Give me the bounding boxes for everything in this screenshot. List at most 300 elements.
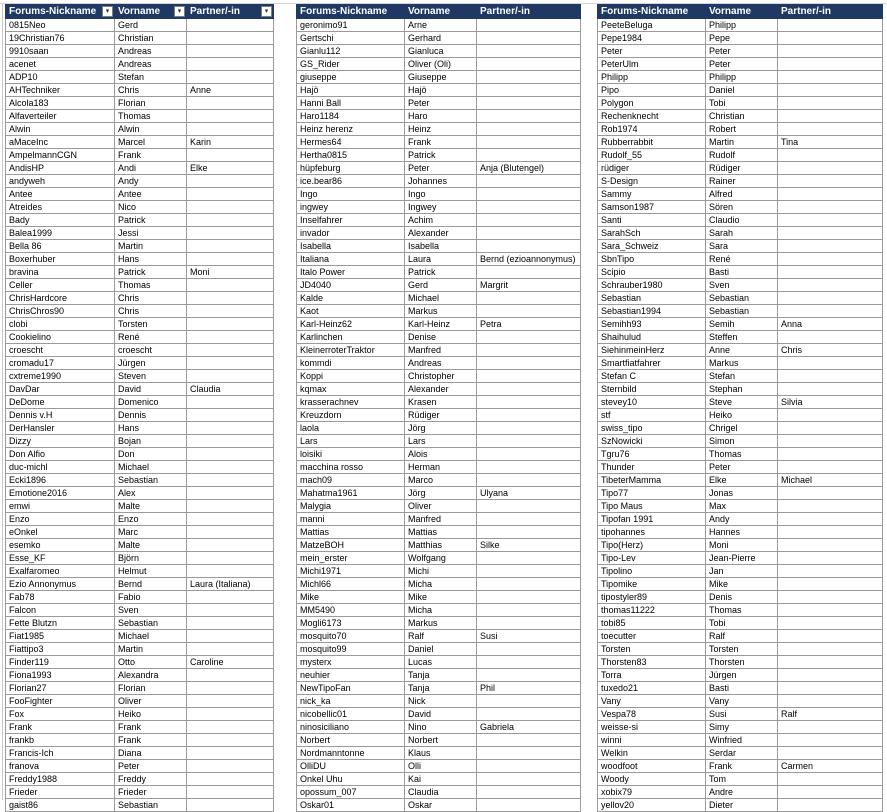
cell-partner[interactable] <box>477 71 581 84</box>
cell-partner[interactable] <box>187 487 274 500</box>
cell-first-name[interactable]: Herman <box>405 461 477 474</box>
cell-partner[interactable] <box>187 461 274 474</box>
cell-first-name[interactable]: Christian <box>706 110 778 123</box>
cell-partner[interactable] <box>477 149 581 162</box>
cell-partner[interactable] <box>477 773 581 786</box>
cell-partner[interactable] <box>477 370 581 383</box>
cell-nickname[interactable]: Lars <box>297 435 405 448</box>
cell-nickname[interactable]: Onkel Uhu <box>297 773 405 786</box>
cell-first-name[interactable]: Dennis <box>115 409 187 422</box>
cell-first-name[interactable]: Frank <box>115 149 187 162</box>
cell-first-name[interactable]: Karl-Heinz <box>405 318 477 331</box>
cell-partner[interactable] <box>778 331 883 344</box>
cell-partner[interactable] <box>778 97 883 110</box>
cell-nickname[interactable]: nicobellic01 <box>297 708 405 721</box>
cell-first-name[interactable]: René <box>706 253 778 266</box>
cell-first-name[interactable]: Steffen <box>706 331 778 344</box>
cell-nickname[interactable]: giuseppe <box>297 71 405 84</box>
cell-first-name[interactable]: René <box>115 331 187 344</box>
cell-partner[interactable] <box>187 422 274 435</box>
cell-nickname[interactable]: macchina rosso <box>297 461 405 474</box>
cell-nickname[interactable]: Freddy1988 <box>6 773 115 786</box>
cell-partner[interactable] <box>477 500 581 513</box>
cell-first-name[interactable]: Björn <box>115 552 187 565</box>
cell-first-name[interactable]: Sara <box>706 240 778 253</box>
cell-first-name[interactable]: Michael <box>115 461 187 474</box>
cell-partner[interactable]: Ralf <box>778 708 883 721</box>
cell-partner[interactable] <box>778 448 883 461</box>
cell-first-name[interactable]: Tobi <box>706 97 778 110</box>
cell-nickname[interactable]: mosquito70 <box>297 630 405 643</box>
cell-partner[interactable] <box>778 162 883 175</box>
cell-first-name[interactable]: Manfred <box>405 513 477 526</box>
cell-nickname[interactable]: Hanni Ball <box>297 97 405 110</box>
cell-first-name[interactable]: Patrick <box>405 149 477 162</box>
cell-first-name[interactable]: Tom <box>706 773 778 786</box>
cell-nickname[interactable]: frankb <box>6 734 115 747</box>
cell-nickname[interactable]: hüpfeburg <box>297 162 405 175</box>
cell-partner[interactable] <box>187 539 274 552</box>
cell-partner[interactable] <box>477 474 581 487</box>
cell-first-name[interactable]: Lars <box>405 435 477 448</box>
cell-first-name[interactable]: Michael <box>405 292 477 305</box>
column-header-nickname[interactable]: Forums-Nickname <box>598 5 706 19</box>
cell-first-name[interactable]: Steve <box>706 396 778 409</box>
cell-partner[interactable] <box>187 240 274 253</box>
cell-partner[interactable] <box>477 461 581 474</box>
cell-first-name[interactable]: Sebastian <box>115 617 187 630</box>
cell-partner[interactable] <box>477 227 581 240</box>
cell-partner[interactable] <box>778 253 883 266</box>
cell-nickname[interactable]: gaist86 <box>6 799 115 812</box>
cell-nickname[interactable]: Ecki1896 <box>6 474 115 487</box>
cell-partner[interactable] <box>187 734 274 747</box>
cell-first-name[interactable]: Sebastian <box>706 305 778 318</box>
cell-first-name[interactable]: Andi <box>115 162 187 175</box>
cell-first-name[interactable]: Enzo <box>115 513 187 526</box>
cell-first-name[interactable]: Diana <box>115 747 187 760</box>
cell-partner[interactable] <box>477 45 581 58</box>
cell-first-name[interactable]: Micha <box>405 578 477 591</box>
cell-nickname[interactable]: Karl-Heinz62 <box>297 318 405 331</box>
cell-first-name[interactable]: Fabio <box>115 591 187 604</box>
column-header-first-name[interactable]: Vorname ▾ <box>115 5 187 19</box>
cell-nickname[interactable]: MM5490 <box>297 604 405 617</box>
cell-nickname[interactable]: Rechenknecht <box>598 110 706 123</box>
cell-nickname[interactable]: krasserachnev <box>297 396 405 409</box>
cell-nickname[interactable]: ice.bear86 <box>297 175 405 188</box>
cell-first-name[interactable]: Otto <box>115 656 187 669</box>
cell-first-name[interactable]: Jürgen <box>115 357 187 370</box>
cell-nickname[interactable]: Frieder <box>6 786 115 799</box>
cell-first-name[interactable]: Johannes <box>405 175 477 188</box>
cell-nickname[interactable]: Vany <box>598 695 706 708</box>
cell-partner[interactable] <box>477 110 581 123</box>
cell-first-name[interactable]: Sebastian <box>706 292 778 305</box>
cell-partner[interactable] <box>778 669 883 682</box>
cell-nickname[interactable]: Pepe1984 <box>598 32 706 45</box>
cell-first-name[interactable]: Denise <box>405 331 477 344</box>
cell-nickname[interactable]: Tipo77 <box>598 487 706 500</box>
cell-nickname[interactable]: Tipo Maus <box>598 500 706 513</box>
cell-first-name[interactable]: Oliver (Oli) <box>405 58 477 71</box>
cell-nickname[interactable]: Thunder <box>598 461 706 474</box>
cell-partner[interactable] <box>187 279 274 292</box>
cell-first-name[interactable]: Peter <box>115 760 187 773</box>
cell-partner[interactable]: Anna <box>778 318 883 331</box>
cell-nickname[interactable]: Fette Blutzn <box>6 617 115 630</box>
cell-nickname[interactable]: Torsten <box>598 643 706 656</box>
cell-partner[interactable] <box>187 526 274 539</box>
cell-nickname[interactable]: PeeteBeluga <box>598 19 706 32</box>
cell-first-name[interactable]: Robert <box>706 123 778 136</box>
cell-nickname[interactable]: Esse_KF <box>6 552 115 565</box>
cell-nickname[interactable]: emwi <box>6 500 115 513</box>
cell-first-name[interactable]: Gianluca <box>405 45 477 58</box>
cell-partner[interactable] <box>778 409 883 422</box>
cell-nickname[interactable]: Malygia <box>297 500 405 513</box>
cell-first-name[interactable]: Gerhard <box>405 32 477 45</box>
cell-nickname[interactable]: Karlinchen <box>297 331 405 344</box>
cell-partner[interactable] <box>187 773 274 786</box>
cell-first-name[interactable]: Martin <box>115 240 187 253</box>
cell-nickname[interactable]: Schrauber1980 <box>598 279 706 292</box>
cell-partner[interactable] <box>477 422 581 435</box>
cell-first-name[interactable]: Krasen <box>405 396 477 409</box>
cell-partner[interactable] <box>778 591 883 604</box>
cell-partner[interactable] <box>778 279 883 292</box>
cell-nickname[interactable]: Italiana <box>297 253 405 266</box>
cell-first-name[interactable]: Don <box>115 448 187 461</box>
cell-partner[interactable] <box>778 240 883 253</box>
cell-nickname[interactable]: nick_ka <box>297 695 405 708</box>
cell-nickname[interactable]: Enzo <box>6 513 115 526</box>
cell-partner[interactable] <box>778 383 883 396</box>
cell-partner[interactable] <box>187 175 274 188</box>
cell-first-name[interactable]: Malte <box>115 539 187 552</box>
cell-first-name[interactable]: Elke <box>706 474 778 487</box>
cell-first-name[interactable]: croescht <box>115 344 187 357</box>
cell-nickname[interactable]: Mike <box>297 591 405 604</box>
cell-nickname[interactable]: ninosiciliano <box>297 721 405 734</box>
cell-nickname[interactable]: Hermes64 <box>297 136 405 149</box>
cell-nickname[interactable]: AHTechniker <box>6 84 115 97</box>
cell-partner[interactable] <box>778 487 883 500</box>
cell-first-name[interactable]: David <box>115 383 187 396</box>
cell-nickname[interactable]: Tipo-Lev <box>598 552 706 565</box>
cell-nickname[interactable]: Dizzy <box>6 435 115 448</box>
cell-first-name[interactable]: Oskar <box>405 799 477 812</box>
cell-partner[interactable] <box>187 760 274 773</box>
cell-nickname[interactable]: Balea1999 <box>6 227 115 240</box>
sort-ascending-filter-icon[interactable]: ▾ <box>102 6 113 17</box>
cell-nickname[interactable]: Inselfahrer <box>297 214 405 227</box>
cell-partner[interactable] <box>778 201 883 214</box>
cell-first-name[interactable]: Ingwey <box>405 201 477 214</box>
cell-partner[interactable] <box>187 591 274 604</box>
cell-nickname[interactable]: Gianlu112 <box>297 45 405 58</box>
cell-nickname[interactable]: Fox <box>6 708 115 721</box>
cell-first-name[interactable]: Arne <box>405 19 477 32</box>
cell-nickname[interactable]: Bady <box>6 214 115 227</box>
cell-first-name[interactable]: Hannes <box>706 526 778 539</box>
cell-nickname[interactable]: Rubberrabbit <box>598 136 706 149</box>
cell-partner[interactable] <box>477 448 581 461</box>
cell-partner[interactable]: Margrit <box>477 279 581 292</box>
cell-nickname[interactable]: Samson1987 <box>598 201 706 214</box>
cell-nickname[interactable]: DeDome <box>6 396 115 409</box>
cell-first-name[interactable]: Rudolf <box>706 149 778 162</box>
cell-first-name[interactable]: Heinz <box>405 123 477 136</box>
cell-nickname[interactable]: Exalfaromeo <box>6 565 115 578</box>
cell-partner[interactable] <box>778 656 883 669</box>
cell-first-name[interactable]: Alfred <box>706 188 778 201</box>
cell-nickname[interactable]: Italo Power <box>297 266 405 279</box>
cell-nickname[interactable]: Sara_Schweiz <box>598 240 706 253</box>
cell-first-name[interactable]: Patrick <box>115 266 187 279</box>
cell-first-name[interactable]: Steven <box>115 370 187 383</box>
column-header-first-name[interactable]: Vorname <box>405 5 477 19</box>
cell-partner[interactable] <box>778 266 883 279</box>
cell-first-name[interactable]: Andy <box>706 513 778 526</box>
cell-nickname[interactable]: Sebastian <box>598 292 706 305</box>
cell-nickname[interactable]: DerHansler <box>6 422 115 435</box>
cell-first-name[interactable]: Markus <box>405 617 477 630</box>
cell-partner[interactable] <box>477 123 581 136</box>
cell-first-name[interactable]: Achim <box>405 214 477 227</box>
cell-partner[interactable] <box>187 500 274 513</box>
cell-first-name[interactable]: Malte <box>115 500 187 513</box>
cell-partner[interactable] <box>477 526 581 539</box>
cell-partner[interactable] <box>477 97 581 110</box>
cell-first-name[interactable]: Antee <box>115 188 187 201</box>
cell-first-name[interactable]: Mike <box>405 591 477 604</box>
cell-nickname[interactable]: SbnTipo <box>598 253 706 266</box>
cell-nickname[interactable]: Isabella <box>297 240 405 253</box>
cell-first-name[interactable]: Florian <box>115 682 187 695</box>
cell-first-name[interactable]: Helmut <box>115 565 187 578</box>
cell-nickname[interactable]: Sebastian1994 <box>598 305 706 318</box>
cell-nickname[interactable]: Frank <box>6 721 115 734</box>
cell-first-name[interactable]: Torsten <box>706 643 778 656</box>
cell-first-name[interactable]: Basti <box>706 266 778 279</box>
cell-nickname[interactable]: Thorsten83 <box>598 656 706 669</box>
cell-first-name[interactable]: Susi <box>706 708 778 721</box>
cell-partner[interactable] <box>187 58 274 71</box>
cell-partner[interactable] <box>477 188 581 201</box>
cell-nickname[interactable]: swiss_tipo <box>598 422 706 435</box>
cell-first-name[interactable]: Sven <box>706 279 778 292</box>
cell-first-name[interactable]: Hajö <box>405 84 477 97</box>
cell-first-name[interactable]: Lucas <box>405 656 477 669</box>
cell-nickname[interactable]: Heinz herenz <box>297 123 405 136</box>
cell-first-name[interactable]: Wolfgang <box>405 552 477 565</box>
cell-partner[interactable]: Tina <box>778 136 883 149</box>
cell-first-name[interactable]: Philipp <box>706 71 778 84</box>
cell-nickname[interactable]: Mattias <box>297 526 405 539</box>
cell-nickname[interactable]: TibeterMamma <box>598 474 706 487</box>
cell-nickname[interactable]: geronimo91 <box>297 19 405 32</box>
cell-nickname[interactable]: Dennis v.H <box>6 409 115 422</box>
cell-nickname[interactable]: AmpelmannCGN <box>6 149 115 162</box>
cell-nickname[interactable]: Celler <box>6 279 115 292</box>
cell-first-name[interactable]: David <box>405 708 477 721</box>
cell-nickname[interactable]: Vespa78 <box>598 708 706 721</box>
cell-partner[interactable] <box>187 19 274 32</box>
cell-nickname[interactable]: Fiat1985 <box>6 630 115 643</box>
cell-partner[interactable] <box>187 617 274 630</box>
cell-nickname[interactable]: aMaceInc <box>6 136 115 149</box>
cell-partner[interactable] <box>187 474 274 487</box>
cell-nickname[interactable]: stevey10 <box>598 396 706 409</box>
cell-partner[interactable] <box>187 357 274 370</box>
filter-dropdown-icon[interactable]: ▾ <box>261 6 272 17</box>
cell-partner[interactable] <box>477 734 581 747</box>
cell-first-name[interactable]: Alois <box>405 448 477 461</box>
column-header-partner[interactable]: Partner/-in <box>477 5 581 19</box>
cell-nickname[interactable]: Welkin <box>598 747 706 760</box>
cell-first-name[interactable]: Sebastian <box>115 474 187 487</box>
cell-partner[interactable] <box>477 344 581 357</box>
cell-nickname[interactable]: Rudolf_55 <box>598 149 706 162</box>
cell-partner[interactable] <box>187 253 274 266</box>
cell-first-name[interactable]: Simon <box>706 435 778 448</box>
cell-first-name[interactable]: Frank <box>115 734 187 747</box>
cell-first-name[interactable]: Stefan <box>706 370 778 383</box>
cell-first-name[interactable]: Chrigel <box>706 422 778 435</box>
cell-first-name[interactable]: Patrick <box>115 214 187 227</box>
cell-first-name[interactable]: Martin <box>115 643 187 656</box>
cell-first-name[interactable]: Tanja <box>405 669 477 682</box>
cell-partner[interactable] <box>778 58 883 71</box>
cell-first-name[interactable]: Florian <box>115 97 187 110</box>
cell-nickname[interactable]: SiehinmeinHerz <box>598 344 706 357</box>
cell-nickname[interactable]: Kalde <box>297 292 405 305</box>
cell-first-name[interactable]: Laura <box>405 253 477 266</box>
cell-nickname[interactable]: Michl66 <box>297 578 405 591</box>
cell-partner[interactable]: Petra <box>477 318 581 331</box>
cell-first-name[interactable]: Hans <box>115 253 187 266</box>
cell-first-name[interactable]: Alexandra <box>115 669 187 682</box>
cell-partner[interactable]: Claudia <box>187 383 274 396</box>
cell-first-name[interactable]: Max <box>706 500 778 513</box>
cell-partner[interactable]: Michael <box>778 474 883 487</box>
cell-first-name[interactable]: Frank <box>706 760 778 773</box>
cell-nickname[interactable]: yellov20 <box>598 799 706 812</box>
column-header-nickname[interactable]: Forums-Nickname ▾ <box>6 5 115 19</box>
cell-nickname[interactable]: Sammy <box>598 188 706 201</box>
cell-first-name[interactable]: Denis <box>706 591 778 604</box>
cell-nickname[interactable]: Kaot <box>297 305 405 318</box>
cell-partner[interactable] <box>187 799 274 812</box>
cell-nickname[interactable]: Stefan C <box>598 370 706 383</box>
cell-nickname[interactable]: ADP10 <box>6 71 115 84</box>
cell-partner[interactable] <box>778 565 883 578</box>
cell-partner[interactable] <box>477 240 581 253</box>
cell-nickname[interactable]: Koppi <box>297 370 405 383</box>
cell-nickname[interactable]: 9910saan <box>6 45 115 58</box>
cell-nickname[interactable]: duc-michl <box>6 461 115 474</box>
cell-partner[interactable] <box>477 656 581 669</box>
cell-nickname[interactable]: tobi85 <box>598 617 706 630</box>
cell-first-name[interactable]: Peter <box>706 45 778 58</box>
cell-nickname[interactable]: Shaihulud <box>598 331 706 344</box>
cell-first-name[interactable]: Sven <box>115 604 187 617</box>
cell-nickname[interactable]: Smartfiatfahrer <box>598 357 706 370</box>
cell-first-name[interactable]: Heiko <box>115 708 187 721</box>
cell-partner[interactable] <box>778 604 883 617</box>
cell-partner[interactable] <box>778 19 883 32</box>
cell-partner[interactable] <box>778 747 883 760</box>
cell-nickname[interactable]: cxtreme1990 <box>6 370 115 383</box>
cell-partner[interactable] <box>477 435 581 448</box>
cell-partner[interactable] <box>778 643 883 656</box>
cell-partner[interactable] <box>187 396 274 409</box>
cell-partner[interactable] <box>778 84 883 97</box>
cell-partner[interactable] <box>187 448 274 461</box>
cell-partner[interactable] <box>778 721 883 734</box>
cell-partner[interactable] <box>187 565 274 578</box>
cell-nickname[interactable]: toecutter <box>598 630 706 643</box>
cell-partner[interactable] <box>187 227 274 240</box>
cell-first-name[interactable]: Simy <box>706 721 778 734</box>
cell-first-name[interactable]: Philipp <box>706 19 778 32</box>
cell-first-name[interactable]: Ralf <box>706 630 778 643</box>
cell-first-name[interactable]: Markus <box>706 357 778 370</box>
cell-partner[interactable] <box>778 110 883 123</box>
cell-first-name[interactable]: Frieder <box>115 786 187 799</box>
cell-first-name[interactable]: Manfred <box>405 344 477 357</box>
cell-partner[interactable] <box>477 214 581 227</box>
cell-first-name[interactable]: Chris <box>115 292 187 305</box>
cell-first-name[interactable]: Patrick <box>405 266 477 279</box>
cell-first-name[interactable]: Alex <box>115 487 187 500</box>
cell-first-name[interactable]: Serdar <box>706 747 778 760</box>
cell-first-name[interactable]: Jonas <box>706 487 778 500</box>
cell-nickname[interactable]: Michi1971 <box>297 565 405 578</box>
cell-nickname[interactable]: mysterx <box>297 656 405 669</box>
cell-nickname[interactable]: Alwin <box>6 123 115 136</box>
cell-partner[interactable] <box>187 708 274 721</box>
cell-partner[interactable] <box>187 331 274 344</box>
cell-nickname[interactable]: thomas11222 <box>598 604 706 617</box>
cell-first-name[interactable]: Norbert <box>405 734 477 747</box>
cell-partner[interactable] <box>187 682 274 695</box>
cell-first-name[interactable]: Giuseppe <box>405 71 477 84</box>
cell-partner[interactable] <box>477 786 581 799</box>
cell-first-name[interactable]: Martin <box>706 136 778 149</box>
cell-partner[interactable] <box>778 630 883 643</box>
cell-partner[interactable] <box>187 721 274 734</box>
cell-first-name[interactable]: Olli <box>405 760 477 773</box>
cell-first-name[interactable]: Nino <box>405 721 477 734</box>
cell-first-name[interactable]: Peter <box>706 58 778 71</box>
cell-nickname[interactable]: esemko <box>6 539 115 552</box>
cell-partner[interactable] <box>477 578 581 591</box>
cell-nickname[interactable]: 0815Neo <box>6 19 115 32</box>
cell-nickname[interactable]: weisse-si <box>598 721 706 734</box>
cell-partner[interactable] <box>477 357 581 370</box>
cell-first-name[interactable]: Marc <box>115 526 187 539</box>
cell-first-name[interactable]: Andreas <box>115 58 187 71</box>
cell-first-name[interactable]: Daniel <box>405 643 477 656</box>
cell-first-name[interactable]: Mike <box>706 578 778 591</box>
cell-nickname[interactable]: tipohannes <box>598 526 706 539</box>
cell-partner[interactable] <box>477 747 581 760</box>
cell-partner[interactable] <box>477 383 581 396</box>
cell-partner[interactable] <box>477 695 581 708</box>
cell-partner[interactable] <box>477 19 581 32</box>
